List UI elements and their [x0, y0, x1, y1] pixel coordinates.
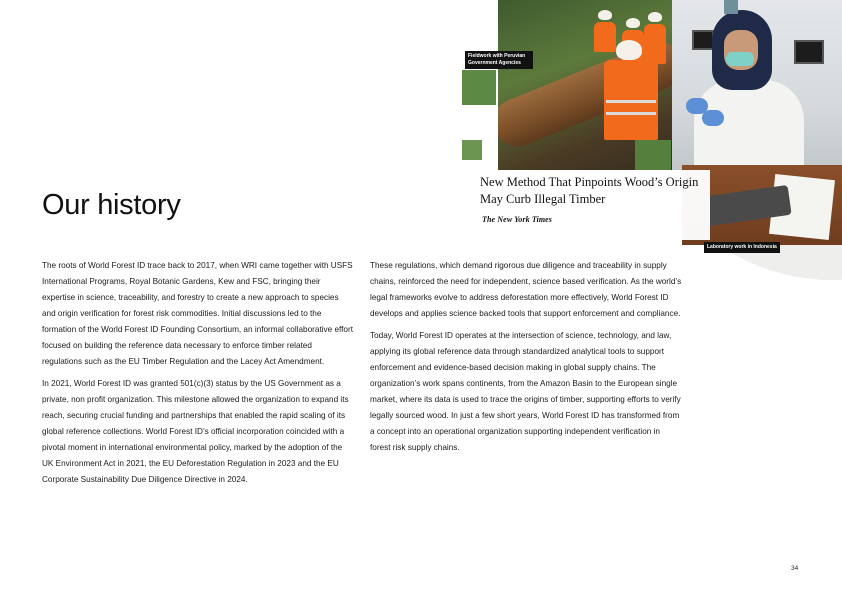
news-source: The New York Times	[482, 215, 553, 224]
photo-collage	[462, 0, 842, 280]
reflective-stripe	[606, 100, 656, 103]
worker-helmet	[616, 40, 642, 60]
worker-helmet	[598, 10, 612, 20]
text-column-left	[42, 258, 354, 494]
caption-fieldwork: Fieldwork with Peruvian Government Agencies	[465, 51, 533, 69]
news-headline: New Method That Pinpoints Wood’s Origin May Curb Illegal Timber	[480, 175, 699, 206]
worker-vest	[644, 24, 666, 64]
page-title: Our history	[42, 189, 181, 221]
paragraph: These regulations, which demand rigorous due diligence and traceability in supply chains, reinforced the need for independent, science based verification. As the world’s legal frameworks evolve to address deforestation more effectively, World Forest ID develops and applies science backed tools that support enforcement and compliance.	[370, 261, 682, 318]
reflective-stripe	[606, 112, 656, 115]
worker-helmet	[648, 12, 662, 22]
glove	[702, 110, 724, 126]
paragraph: The roots of World Forest ID trace back to 2017, when WRI came together with USFS International Programs, Royal Botanic Gardens, Kew and FSC, bringing their expertise in science, traceability, and forestry to create a new approach to species and origin verification for forest risk commodities. Initial discussions led to the formation of the World Forest ID Founding Consortium, an informal collaborative effort focused on building the reference data necessary to enforce timber related regulations such as the EU Timber Regulation and the Lacey Act Amendment.	[42, 261, 353, 366]
paragraph: Today, World Forest ID operates at the intersection of science, technology, and law, applying its global reference data through standardized analytical tools to support enforcement and evidence-based decision making in global supply chains. The organization’s work spans continents, from the Amazon Basin to the European single market, where its data is used to trace the origins of timber, supporting efforts to verify legally sourced wood. In just a few short years, World Forest ID has transformed from a concept into an operational organization supporting independent verification in forest risk supply chains.	[370, 331, 681, 452]
monitor	[692, 30, 714, 50]
lab-photo	[672, 0, 842, 180]
page-number: 34	[791, 565, 799, 572]
forest-tile	[635, 140, 671, 170]
monitor	[794, 40, 824, 64]
text-column-right	[370, 258, 682, 462]
face-mask	[726, 52, 754, 66]
worker-helmet	[626, 18, 640, 28]
forest-tile	[724, 0, 738, 14]
worker-vest	[594, 22, 616, 52]
forest-tile	[462, 140, 482, 160]
caption-lab: Laboratory work in Indonesia	[704, 242, 780, 253]
forest-tile	[462, 70, 496, 105]
paragraph: In 2021, World Forest ID was granted 501(c)(3) status by the US Government as a private, non profit organization. This milestone allowed the organization to expand its reach, securing crucial funding and partnerships that enabled the rapid scaling of its global reference collections. World Forest ID’s official incorporation coincided with a pivotal moment in international environmental policy, marked by the adoption of the UK Environment Act in 2021, the EU Deforestation Regulation in 2023 and the EU Corporate Sustainability Due Diligence Directive in 2024.	[42, 379, 349, 484]
